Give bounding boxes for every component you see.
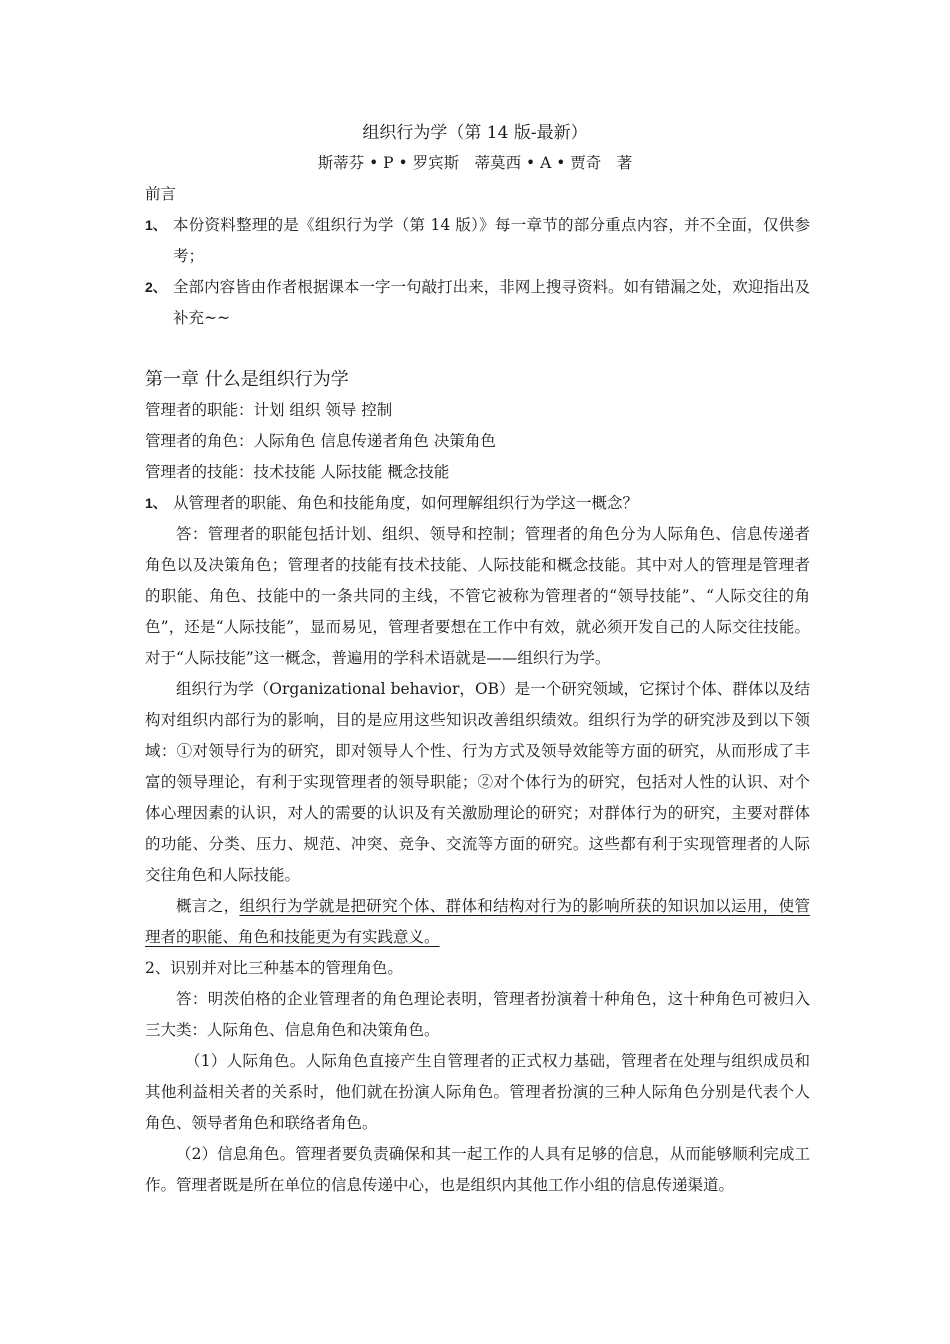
answer-1-paragraph: 答：管理者的职能包括计划、组织、领导和控制；管理者的角色分为人际角色、信息传递者角色以及决策角色；管理者的技能有技术技能、人际技能和概念技能。其中对人的管理是管理者的职能、角色、技能中的一条共同的主线，不管它被称为管理者的“领导技能”、“人际交往的角色”，还是“人际技能”，显而易见，管理者要想在工作中有效，就必须开发自己的人际交往技能。对于“人际技能”这一概念，普遍用的学科术语就是——组织行为学。 [145,525,810,667]
preface-item [145,272,810,334]
summary-lead: 概言之， [176,897,240,915]
chapter-heading: 第一章 什么是组织行为学 [145,369,349,390]
item-text: 本份资料整理的是《组织行为学（第 14 版）》每一章节的部分重点内容，并不全面，仅供参考； [173,216,810,265]
question-2: 2、识别并对比三种基本的管理角色。 [145,959,403,977]
manager-skills: 管理者的技能：技术技能 人际技能 概念技能 [145,463,450,481]
manager-roles: 管理者的角色：人际角色 信息传递者角色 决策角色 [145,432,496,450]
item-number: 2、 [145,279,167,295]
answer-1-ob-paragraph: 组织行为学（Organizational behavior，OB）是一个研究领域，它探讨个体、群体以及结构对组织内部行为的影响，目的是应用这些知识改善组织绩效。组织行为学的研究涉及到以下领域：①对领导行为的研究，即对领导人个性、行为方式及领导效能等方面的研究，从而形成了丰富的领导理论，有利于实现管理者的领导职能；②对个体行为的研究，包括对人性的认识、对个体心理因素的认识，对人的需要的认识及有关激励理论的研究；对群体行为的研究，主要对群体的功能、分类、压力、规范、冲突、竞争、交流等方面的研究。这些都有利于实现管理者的人际交往角色和人际技能。 [145,680,810,884]
chapter-1-section [145,364,810,1201]
item-text: 全部内容皆由作者根据课本一字一句敲打出来，非网上搜寻资料。如有错漏之处，欢迎指出及补充~~ [173,278,810,327]
answer-1-summary [145,891,810,953]
document-title: 组织行为学（第 14 版-最新） [362,123,588,143]
summary-underlined: 组织行为学就是把研究个体、群体和结构对行为的影响所获的知识加以运用，使管理者的职能、角色和技能更为有实践意义。 [145,897,810,946]
item-number: 1、 [145,217,167,233]
answer-2-paragraph: 答：明茨伯格的企业管理者的角色理论表明，管理者扮演着十种角色，这十种角色可被归入三大类：人际角色、信息角色和决策角色。 [145,990,810,1039]
document-authors: 斯蒂芬 • P • 罗宾斯 蒂莫西 • A • 贾奇 著 [317,154,633,172]
preface-heading: 前言 [145,185,177,203]
preface-section [145,179,810,334]
interpersonal-role-paragraph: （1）人际角色。人际角色直接产生自管理者的正式权力基础，管理者在处理与组织成员和其他利益相关者的关系时，他们就在扮演人际角色。管理者扮演的三种人际角色分别是代表个人角色、领导者角色和联络者角色。 [145,1052,810,1132]
informational-role-paragraph: （2）信息角色。管理者要负责确保和其一起工作的人具有足够的信息，从而能够顺利完成工作。管理者既是所在单位的信息传递中心，也是组织内其他工作小组的信息传递渠道。 [145,1145,810,1194]
manager-functions: 管理者的职能：计划 组织 领导 控制 [145,401,393,419]
question-text: 从管理者的职能、角色和技能角度，如何理解组织行为学这一概念？ [173,494,639,512]
question-number: 1、 [145,495,167,511]
preface-item [145,210,810,272]
question-1 [145,488,810,519]
